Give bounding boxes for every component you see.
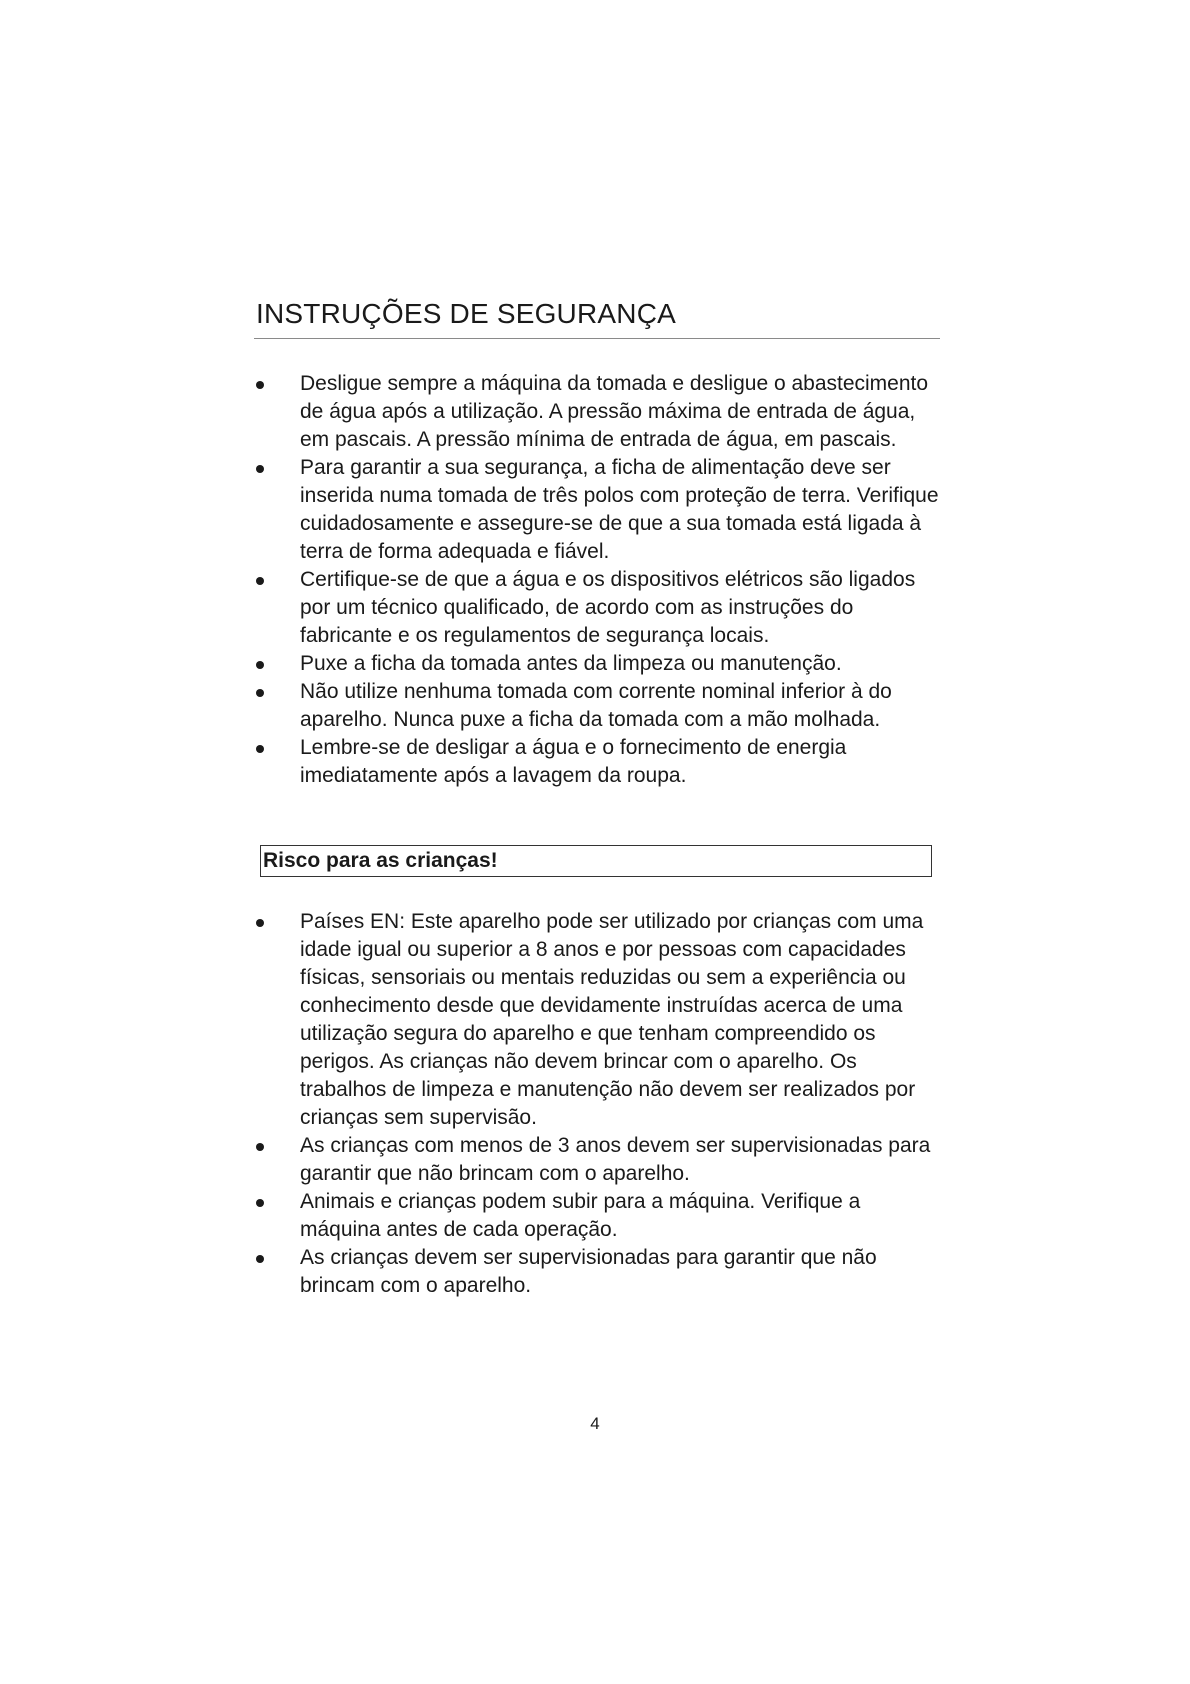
risk-heading: Risco para as crianças! xyxy=(263,849,498,872)
bullet-icon xyxy=(256,689,264,697)
list-item-text: Puxe a ficha da tomada antes da limpeza ou manutenção. xyxy=(300,652,842,675)
list-item xyxy=(254,1132,940,1188)
list-item xyxy=(254,454,940,566)
list-item-text: Desligue sempre a máquina da tomada e desligue o abastecimento de água após a utilização. A pressão máxima de entrada de água, em pascais. A pressão mínima de entrada de água, em pascais. xyxy=(300,372,929,451)
bullet-icon xyxy=(256,1199,264,1207)
list-item-text: Lembre-se de desligar a água e o fornecimento de energia imediatamente após a lavagem da roupa. xyxy=(300,736,847,787)
bullet-icon xyxy=(256,577,264,585)
list-item xyxy=(254,1188,940,1244)
bullet-icon xyxy=(256,745,264,753)
bullet-icon xyxy=(256,381,264,389)
bullet-icon xyxy=(256,1143,264,1151)
list-item xyxy=(254,370,940,454)
bullet-icon xyxy=(256,661,264,669)
bullet-icon xyxy=(256,919,264,927)
safety-list xyxy=(254,370,940,790)
bullet-icon xyxy=(256,1255,264,1263)
risk-heading-box xyxy=(260,845,932,877)
list-item xyxy=(254,1244,940,1300)
list-item-text: As crianças devem ser supervisionadas para garantir que não brincam com o aparelho. xyxy=(300,1246,877,1297)
list-item-text: Países EN: Este aparelho pode ser utilizado por crianças com uma idade igual ou superior a 8 anos e por pessoas com capacidades físicas, sensoriais ou mentais reduzidas ou sem a experiência ou conhecimento desde que devidamente instruídas acerca de uma utilização segura do aparelho e que tenham compreendido os perigos. As crianças não devem brincar com o aparelho. Os trabalhos de limpeza e manutenção não devem ser realizados por crianças sem supervisão. xyxy=(300,910,924,1129)
list-item xyxy=(254,734,940,790)
list-item-text: Para garantir a sua segurança, a ficha de alimentação deve ser inserida numa tomada de três polos com proteção de terra. Verifique cuidadosamente e assegure-se de que a sua tomada está ligada à terra de forma adequada e fiável. xyxy=(300,456,939,563)
page-number: 4 xyxy=(590,1414,600,1433)
list-item xyxy=(254,650,940,678)
list-item xyxy=(254,908,940,1132)
list-item-text: Animais e crianças podem subir para a máquina. Verifique a máquina antes de cada operação. xyxy=(300,1190,861,1241)
list-item-text: Certifique-se de que a água e os dispositivos elétricos são ligados por um técnico qualificado, de acordo com as instruções do fabricante e os regulamentos de segurança locais. xyxy=(300,568,916,647)
list-item xyxy=(254,678,940,734)
page-title: INSTRUÇÕES DE SEGURANÇA xyxy=(256,298,676,329)
list-item xyxy=(254,566,940,650)
bullet-icon xyxy=(256,465,264,473)
title-divider xyxy=(254,338,940,339)
list-item-text: As crianças com menos de 3 anos devem ser supervisionadas para garantir que não brincam com o aparelho. xyxy=(300,1134,931,1185)
list-item-text: Não utilize nenhuma tomada com corrente nominal inferior à do aparelho. Nunca puxe a ficha da tomada com a mão molhada. xyxy=(300,680,892,731)
children-risk-list xyxy=(254,908,940,1300)
